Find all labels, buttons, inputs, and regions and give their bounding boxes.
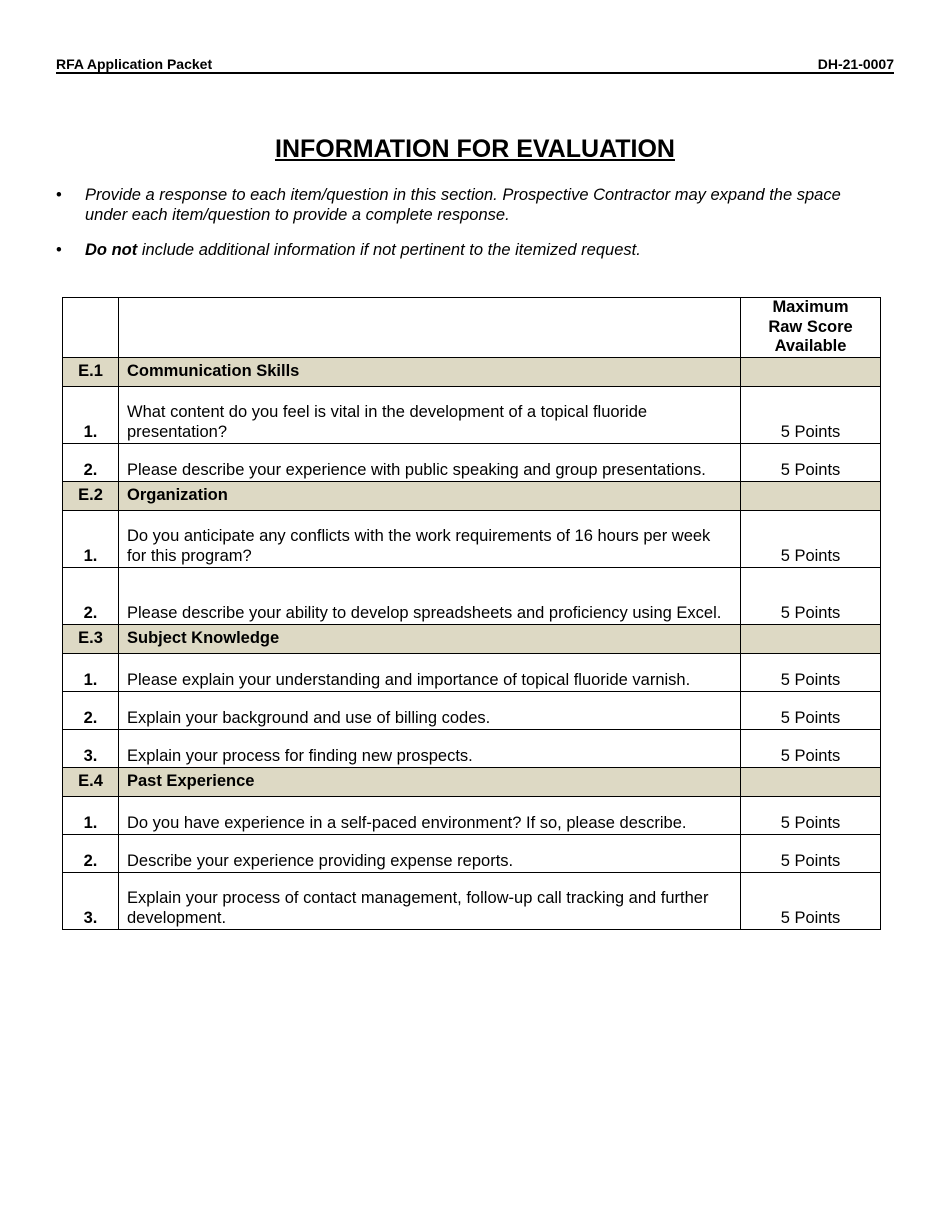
- table-row: [63, 797, 881, 835]
- score-header-line: Maximum: [772, 298, 849, 317]
- item-number: 2.: [63, 568, 119, 625]
- instruction-item: [56, 240, 886, 260]
- section-id: E.3: [63, 625, 119, 654]
- item-number: 3.: [63, 730, 119, 768]
- table-row: [63, 511, 881, 568]
- section-title: Past Experience: [119, 768, 741, 797]
- item-question: Do you anticipate any conflicts with the work requirements of 16 hours per week for this program?: [119, 511, 741, 568]
- table-row: [63, 568, 881, 625]
- section-title: Subject Knowledge: [119, 625, 741, 654]
- header-left: RFA Application Packet: [56, 56, 213, 72]
- header-blank-cell: [119, 298, 741, 358]
- section-score-cell: [741, 768, 881, 797]
- item-points: 5 Points: [741, 797, 881, 835]
- item-question: Do you have experience in a self-paced environment? If so, please describe.: [119, 797, 741, 835]
- instruction-bold: Do not: [85, 241, 138, 259]
- item-points: 5 Points: [741, 692, 881, 730]
- item-points: 5 Points: [741, 730, 881, 768]
- header-right: DH-21-0007: [817, 56, 894, 72]
- page-title: INFORMATION FOR EVALUATION: [275, 135, 675, 163]
- item-question: What content do you feel is vital in the development of a topical fluoride presentation?: [119, 387, 741, 444]
- item-question: Explain your background and use of billing codes.: [119, 692, 741, 730]
- header-blank-cell: [63, 298, 119, 358]
- section-row: [63, 358, 881, 387]
- section-row: [63, 482, 881, 511]
- table-row: [63, 444, 881, 482]
- item-number: 3.: [63, 873, 119, 930]
- item-number: 1.: [63, 387, 119, 444]
- item-points: 5 Points: [741, 511, 881, 568]
- page-header: [56, 56, 894, 74]
- item-number: 2.: [63, 444, 119, 482]
- section-title: Communication Skills: [119, 358, 741, 387]
- instructions-list: [56, 185, 886, 275]
- evaluation-table: [62, 297, 881, 930]
- instruction-text: Provide a response to each item/question in this section. Prospective Contractor may expand the space under each item/question to provide a complete response.: [85, 186, 841, 224]
- table-row: [63, 835, 881, 873]
- table-row: [63, 730, 881, 768]
- section-row: [63, 768, 881, 797]
- item-question: Please describe your ability to develop spreadsheets and proficiency using Excel.: [119, 568, 741, 625]
- item-number: 1.: [63, 797, 119, 835]
- item-number: 2.: [63, 692, 119, 730]
- item-points: 5 Points: [741, 387, 881, 444]
- item-points: 5 Points: [741, 835, 881, 873]
- instruction-text: include additional information if not pertinent to the itemized request.: [137, 241, 641, 259]
- section-id: E.4: [63, 768, 119, 797]
- item-question: Explain your process of contact management, follow-up call tracking and further development.: [119, 873, 741, 930]
- item-number: 1.: [63, 511, 119, 568]
- section-title: Organization: [119, 482, 741, 511]
- section-score-cell: [741, 358, 881, 387]
- score-header-line: Available: [774, 337, 847, 356]
- item-points: 5 Points: [741, 444, 881, 482]
- score-header-cell: [741, 298, 881, 358]
- table-row: [63, 873, 881, 930]
- table-row: [63, 654, 881, 692]
- section-score-cell: [741, 625, 881, 654]
- item-question: Please describe your experience with public speaking and group presentations.: [119, 444, 741, 482]
- table-row: [63, 692, 881, 730]
- score-header-line: Raw Score: [768, 317, 853, 336]
- item-points: 5 Points: [741, 654, 881, 692]
- section-id: E.2: [63, 482, 119, 511]
- item-number: 2.: [63, 835, 119, 873]
- item-number: 1.: [63, 654, 119, 692]
- table-row: [63, 387, 881, 444]
- item-question: Explain your process for finding new prospects.: [119, 730, 741, 768]
- section-id: E.1: [63, 358, 119, 387]
- table-header-row: [63, 298, 881, 358]
- item-points: 5 Points: [741, 568, 881, 625]
- instruction-item: [56, 185, 886, 225]
- section-row: [63, 625, 881, 654]
- section-score-cell: [741, 482, 881, 511]
- item-question: Describe your experience providing expense reports.: [119, 835, 741, 873]
- item-question: Please explain your understanding and importance of topical fluoride varnish.: [119, 654, 741, 692]
- item-points: 5 Points: [741, 873, 881, 930]
